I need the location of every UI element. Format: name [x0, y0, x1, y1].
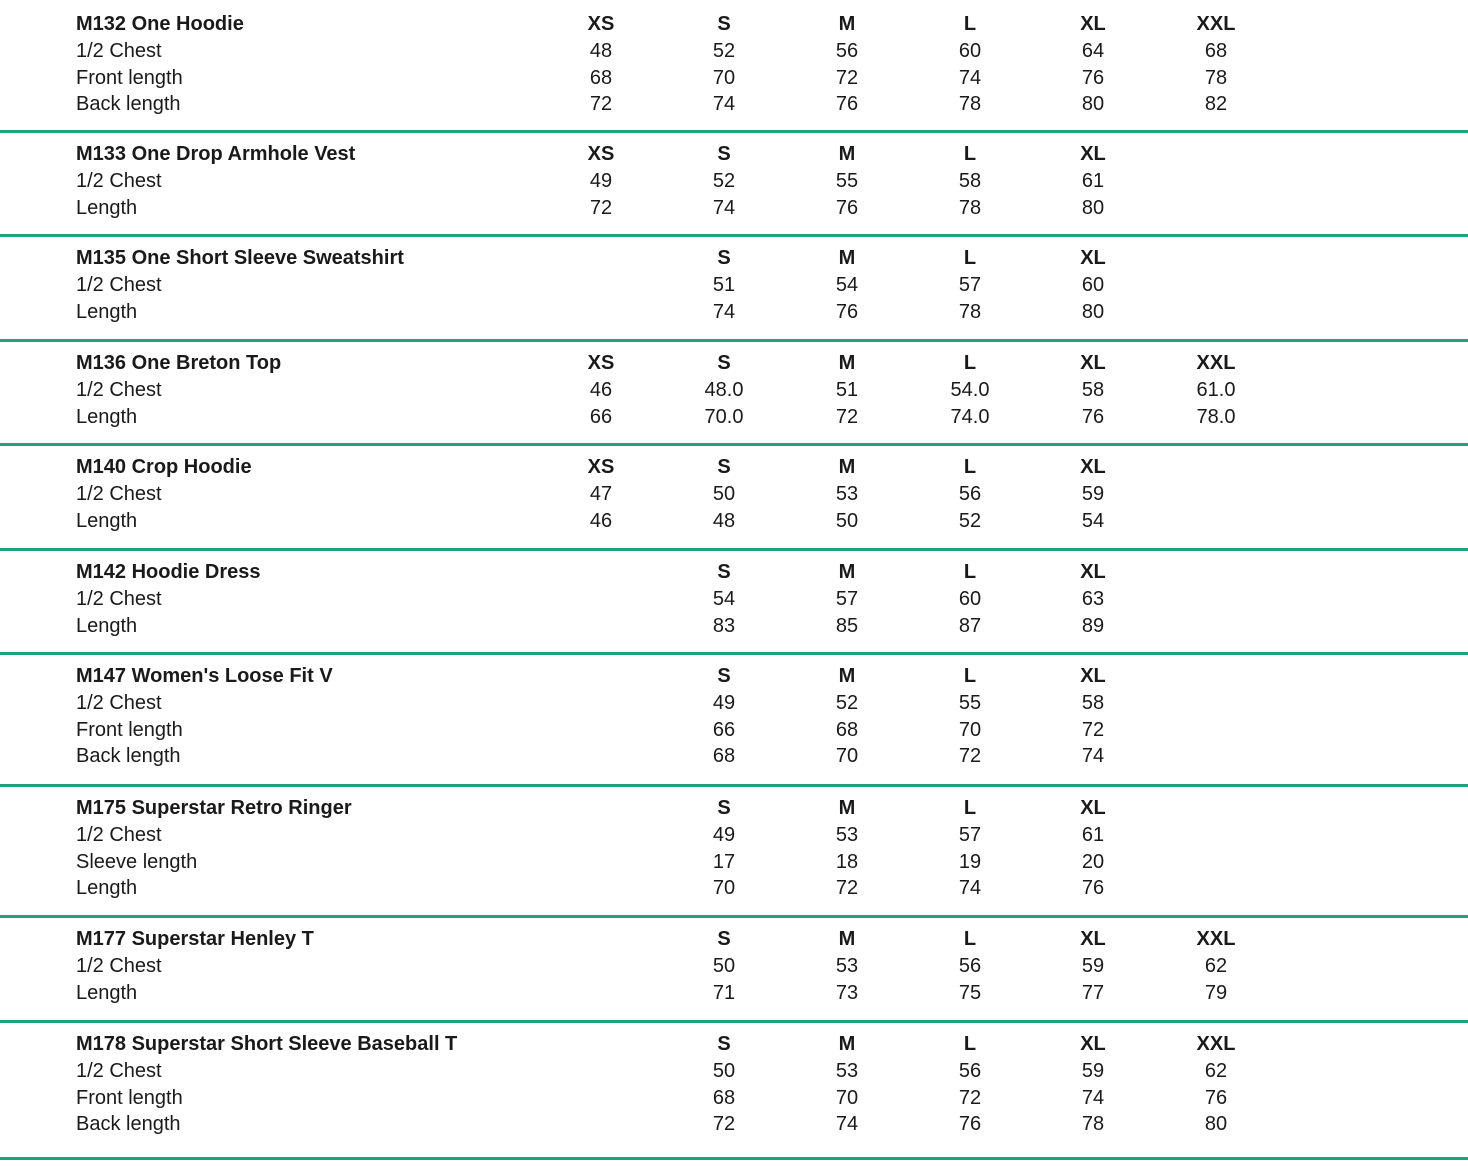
measurement-label: 1/2 Chest: [76, 691, 162, 714]
measurement-value: 53: [835, 954, 859, 977]
size-header: XL: [1080, 1033, 1106, 1055]
measurement-label: Back length: [76, 1113, 181, 1136]
size-header: XXL: [1196, 352, 1236, 374]
product-title: M142 Hoodie Dress: [76, 561, 261, 583]
size-header: L: [963, 797, 977, 819]
section-divider: [0, 1157, 1468, 1160]
measurement-label: Sleeve length: [76, 850, 198, 873]
measurement-label: 1/2 Chest: [76, 482, 162, 505]
measurement-value: 56: [835, 39, 859, 62]
measurement-value: 75: [958, 981, 982, 1004]
section-divider: [0, 652, 1468, 655]
measurement-value: 80: [1081, 93, 1105, 116]
measurement-value: 56: [958, 954, 982, 977]
measurement-label: Front length: [76, 718, 183, 741]
measurement-value: 73: [835, 981, 859, 1004]
measurement-value: 82: [1204, 93, 1228, 116]
size-header: XL: [1080, 143, 1106, 165]
size-header: XL: [1080, 13, 1106, 35]
size-header: L: [963, 928, 977, 950]
size-header: XL: [1080, 665, 1106, 687]
size-header: L: [963, 456, 977, 478]
measurement-value: 49: [589, 169, 613, 192]
measurement-value: 53: [835, 823, 859, 846]
measurement-label: 1/2 Chest: [76, 169, 162, 192]
measurement-value: 74: [958, 66, 982, 89]
measurement-value: 47: [589, 482, 613, 505]
product-title: M136 One Breton Top: [76, 352, 282, 374]
measurement-value: 48: [589, 39, 613, 62]
size-header: M: [838, 456, 856, 478]
measurement-value: 72: [835, 405, 859, 428]
size-header: S: [717, 665, 731, 687]
measurement-value: 80: [1081, 300, 1105, 323]
size-header: S: [717, 143, 731, 165]
measurement-value: 54: [835, 273, 859, 296]
measurement-value: 61.0: [1196, 378, 1236, 401]
measurement-value: 68: [589, 66, 613, 89]
size-header: L: [963, 13, 977, 35]
size-header: M: [838, 352, 856, 374]
measurement-value: 76: [835, 196, 859, 219]
size-header: L: [963, 1033, 977, 1055]
measurement-value: 50: [712, 482, 736, 505]
size-header: S: [717, 247, 731, 269]
size-header: XL: [1080, 561, 1106, 583]
measurement-value: 74: [1081, 745, 1105, 768]
size-header: XXL: [1196, 1033, 1236, 1055]
measurement-value: 57: [835, 587, 859, 610]
measurement-label: 1/2 Chest: [76, 378, 162, 401]
measurement-value: 54: [1081, 509, 1105, 532]
measurement-value: 64: [1081, 39, 1105, 62]
measurement-value: 50: [712, 1059, 736, 1082]
measurement-value: 76: [1081, 877, 1105, 900]
measurement-label: Back length: [76, 745, 181, 768]
size-header: M: [838, 797, 856, 819]
measurement-label: Front length: [76, 66, 183, 89]
measurement-value: 72: [1081, 718, 1105, 741]
product-title: M132 One Hoodie: [76, 13, 244, 35]
measurement-value: 70: [835, 1086, 859, 1109]
measurement-value: 66: [712, 718, 736, 741]
measurement-value: 50: [712, 954, 736, 977]
measurement-value: 78: [1081, 1113, 1105, 1136]
size-header: XL: [1080, 352, 1106, 374]
measurement-label: Front length: [76, 1086, 183, 1109]
measurement-value: 68: [712, 1086, 736, 1109]
measurement-value: 68: [712, 745, 736, 768]
measurement-value: 74: [958, 877, 982, 900]
size-header: L: [963, 352, 977, 374]
section-divider: [0, 234, 1468, 237]
size-header: M: [838, 928, 856, 950]
measurement-value: 17: [712, 850, 736, 873]
measurement-value: 80: [1081, 196, 1105, 219]
measurement-value: 49: [712, 823, 736, 846]
measurement-value: 19: [958, 850, 982, 873]
measurement-value: 74: [712, 300, 736, 323]
size-header: S: [717, 797, 731, 819]
size-header: XL: [1080, 928, 1106, 950]
measurement-value: 58: [1081, 378, 1105, 401]
measurement-value: 52: [712, 169, 736, 192]
measurement-value: 61: [1081, 169, 1105, 192]
measurement-value: 60: [1081, 273, 1105, 296]
size-header: XS: [587, 352, 615, 374]
measurement-value: 52: [958, 509, 982, 532]
measurement-value: 57: [958, 273, 982, 296]
measurement-label: Length: [76, 509, 138, 532]
size-header: M: [838, 665, 856, 687]
size-header: L: [963, 665, 977, 687]
measurement-value: 18: [835, 850, 859, 873]
measurement-value: 49: [712, 691, 736, 714]
measurement-value: 52: [835, 691, 859, 714]
measurement-value: 59: [1081, 482, 1105, 505]
measurement-value: 63: [1081, 587, 1105, 610]
product-title: M135 One Short Sleeve Sweatshirt: [76, 247, 404, 269]
section-divider: [0, 339, 1468, 342]
measurement-value: 68: [835, 718, 859, 741]
measurement-value: 53: [835, 1059, 859, 1082]
measurement-value: 72: [712, 1113, 736, 1136]
measurement-value: 83: [712, 614, 736, 637]
measurement-value: 78.0: [1196, 405, 1236, 428]
section-divider: [0, 548, 1468, 551]
measurement-value: 70: [712, 66, 736, 89]
measurement-value: 85: [835, 614, 859, 637]
measurement-value: 79: [1204, 981, 1228, 1004]
size-header: S: [717, 352, 731, 374]
measurement-value: 76: [835, 300, 859, 323]
measurement-value: 57: [958, 823, 982, 846]
size-header: XL: [1080, 456, 1106, 478]
measurement-value: 74: [712, 93, 736, 116]
measurement-value: 51: [712, 273, 736, 296]
measurement-label: Length: [76, 614, 138, 637]
size-header: L: [963, 247, 977, 269]
measurement-value: 72: [835, 66, 859, 89]
measurement-value: 72: [958, 745, 982, 768]
measurement-label: 1/2 Chest: [76, 823, 162, 846]
measurement-value: 51: [835, 378, 859, 401]
product-title: M175 Superstar Retro Ringer: [76, 797, 352, 819]
measurement-value: 76: [1081, 405, 1105, 428]
size-header: M: [838, 13, 856, 35]
measurement-value: 74: [835, 1113, 859, 1136]
measurement-value: 55: [958, 691, 982, 714]
measurement-label: 1/2 Chest: [76, 39, 162, 62]
measurement-value: 55: [835, 169, 859, 192]
measurement-value: 72: [589, 196, 613, 219]
measurement-value: 72: [835, 877, 859, 900]
size-header: L: [963, 143, 977, 165]
section-divider: [0, 443, 1468, 446]
measurement-value: 48.0: [704, 378, 744, 401]
size-header: M: [838, 561, 856, 583]
product-title: M177 Superstar Henley T: [76, 928, 314, 950]
measurement-label: Length: [76, 405, 138, 428]
section-divider: [0, 915, 1468, 918]
measurement-value: 89: [1081, 614, 1105, 637]
size-header: S: [717, 561, 731, 583]
measurement-value: 48: [712, 509, 736, 532]
measurement-value: 78: [958, 93, 982, 116]
product-title: M147 Women's Loose Fit V: [76, 665, 333, 687]
section-divider: [0, 784, 1468, 787]
measurement-value: 76: [835, 93, 859, 116]
size-header: S: [717, 928, 731, 950]
measurement-label: Length: [76, 877, 138, 900]
size-header: XS: [587, 456, 615, 478]
measurement-value: 59: [1081, 1059, 1105, 1082]
measurement-value: 56: [958, 1059, 982, 1082]
measurement-value: 74: [712, 196, 736, 219]
measurement-value: 72: [589, 93, 613, 116]
measurement-value: 60: [958, 587, 982, 610]
size-header: XXL: [1196, 13, 1236, 35]
size-header: M: [838, 247, 856, 269]
measurement-value: 74.0: [950, 405, 990, 428]
measurement-value: 80: [1204, 1113, 1228, 1136]
measurement-value: 54.0: [950, 378, 990, 401]
measurement-value: 46: [589, 509, 613, 532]
measurement-value: 70: [835, 745, 859, 768]
size-header: XS: [587, 143, 615, 165]
product-title: M178 Superstar Short Sleeve Baseball T: [76, 1033, 458, 1055]
measurement-value: 46: [589, 378, 613, 401]
measurement-value: 61: [1081, 823, 1105, 846]
measurement-label: 1/2 Chest: [76, 1059, 162, 1082]
measurement-value: 70: [958, 718, 982, 741]
measurement-value: 56: [958, 482, 982, 505]
product-title: M133 One Drop Armhole Vest: [76, 143, 356, 165]
measurement-value: 78: [958, 196, 982, 219]
measurement-value: 60: [958, 39, 982, 62]
measurement-value: 52: [712, 39, 736, 62]
measurement-value: 72: [958, 1086, 982, 1109]
measurement-value: 71: [712, 981, 736, 1004]
measurement-value: 58: [958, 169, 982, 192]
size-header: S: [717, 456, 731, 478]
measurement-value: 78: [958, 300, 982, 323]
measurement-label: Length: [76, 300, 138, 323]
size-header: S: [717, 13, 731, 35]
measurement-value: 78: [1204, 66, 1228, 89]
measurement-value: 76: [1081, 66, 1105, 89]
measurement-value: 62: [1204, 954, 1228, 977]
measurement-value: 54: [712, 587, 736, 610]
measurement-label: Length: [76, 981, 138, 1004]
measurement-value: 68: [1204, 39, 1228, 62]
section-divider: [0, 1020, 1468, 1023]
size-header: XS: [587, 13, 615, 35]
measurement-label: Length: [76, 196, 138, 219]
measurement-label: Back length: [76, 93, 181, 116]
measurement-value: 76: [958, 1113, 982, 1136]
measurement-value: 87: [958, 614, 982, 637]
size-header: S: [717, 1033, 731, 1055]
section-divider: [0, 130, 1468, 133]
measurement-value: 74: [1081, 1086, 1105, 1109]
measurement-value: 50: [835, 509, 859, 532]
size-header: XXL: [1196, 928, 1236, 950]
product-title: M140 Crop Hoodie: [76, 456, 252, 478]
measurement-value: 59: [1081, 954, 1105, 977]
size-header: XL: [1080, 797, 1106, 819]
measurement-value: 70: [712, 877, 736, 900]
size-header: M: [838, 143, 856, 165]
measurement-value: 70.0: [704, 405, 744, 428]
size-header: M: [838, 1033, 856, 1055]
measurement-value: 58: [1081, 691, 1105, 714]
measurement-label: 1/2 Chest: [76, 954, 162, 977]
measurement-label: 1/2 Chest: [76, 587, 162, 610]
measurement-value: 76: [1204, 1086, 1228, 1109]
measurement-value: 77: [1081, 981, 1105, 1004]
measurement-value: 20: [1081, 850, 1105, 873]
measurement-value: 62: [1204, 1059, 1228, 1082]
size-header: XL: [1080, 247, 1106, 269]
measurement-label: 1/2 Chest: [76, 273, 162, 296]
measurement-value: 53: [835, 482, 859, 505]
size-header: L: [963, 561, 977, 583]
measurement-value: 66: [589, 405, 613, 428]
